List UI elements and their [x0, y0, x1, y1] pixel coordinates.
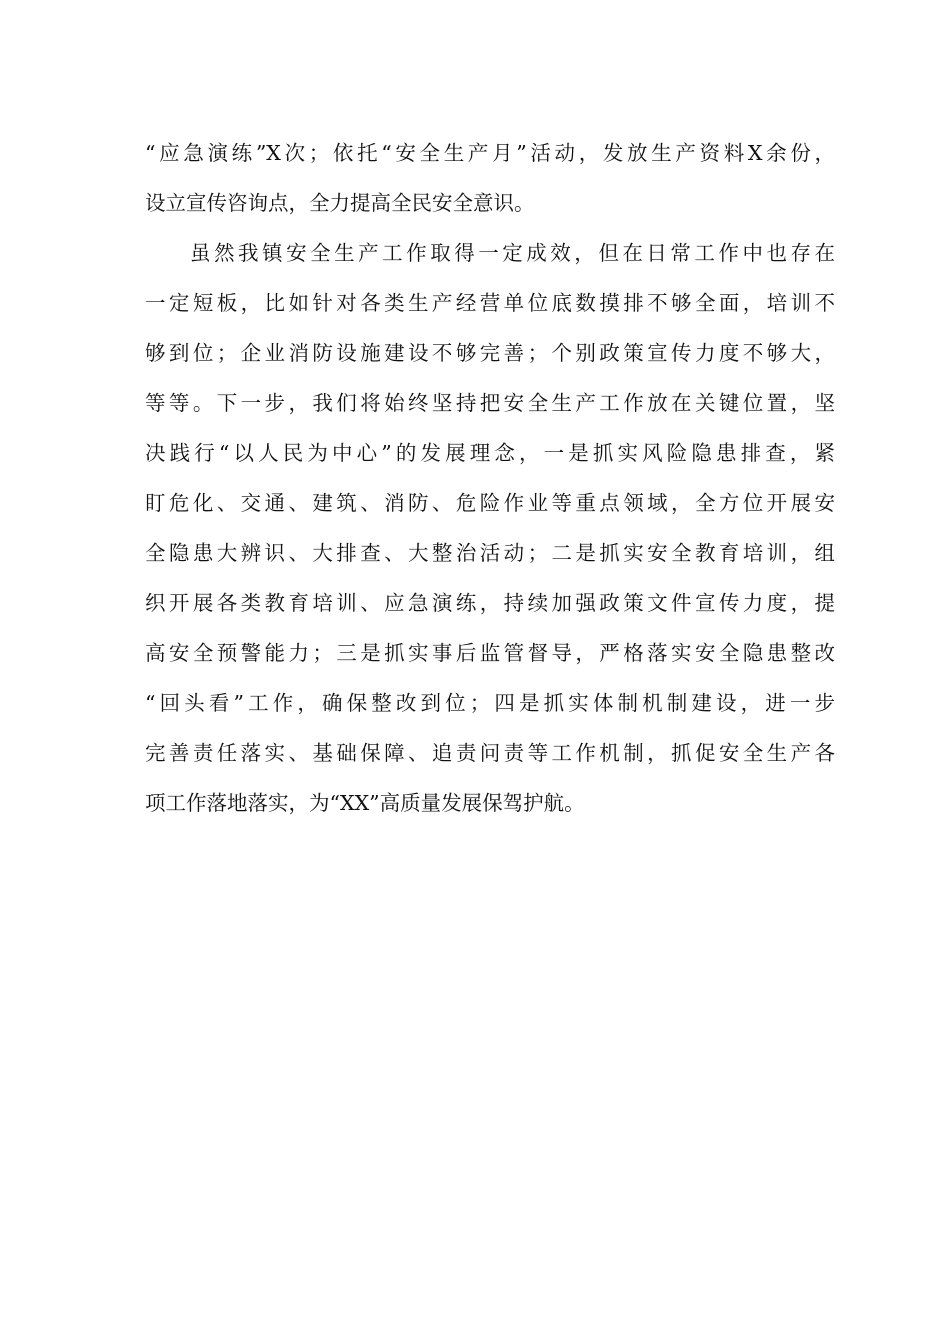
paragraph-1 — [145, 128, 835, 228]
text-line: 织开展各类教育培训、应急演练，持续加强政策文件宣传力度，提 — [145, 591, 835, 615]
text-line: 等等。下一步，我们将始终坚持把安全生产工作放在关键位置，坚 — [145, 391, 835, 415]
paragraph-2 — [145, 228, 835, 828]
text-line: “应急演练”X次；依托“安全生产月”活动，发放生产资料X余份， — [145, 141, 835, 165]
document-body — [145, 128, 835, 828]
text-line: 虽然我镇安全生产工作取得一定成效，但在日常工作中也存在 — [190, 241, 835, 265]
text-line: 项工作落地落实，为“XX”高质量发展保驾护航。 — [145, 791, 585, 815]
text-line: 高安全预警能力；三是抓实事后监管督导，严格落实安全隐患整改 — [145, 641, 835, 665]
text-line: 够到位；企业消防设施建设不够完善；个别政策宣传力度不够大， — [145, 341, 835, 365]
text-line: 一定短板，比如针对各类生产经营单位底数摸排不够全面，培训不 — [145, 291, 835, 315]
text-line: 设立宣传咨询点，全力提高全民安全意识。 — [145, 191, 535, 215]
text-line: 全隐患大辨识、大排查、大整治活动；二是抓实安全教育培训，组 — [145, 541, 835, 565]
text-line: “回头看”工作，确保整改到位；四是抓实体制机制建设，进一步 — [145, 691, 835, 715]
text-line: 盯危化、交通、建筑、消防、危险作业等重点领域，全方位开展安 — [145, 491, 835, 515]
text-line: 决践行“以人民为中心”的发展理念，一是抓实风险隐患排查，紧 — [145, 441, 835, 465]
text-line: 完善责任落实、基础保障、追责问责等工作机制，抓促安全生产各 — [145, 741, 835, 765]
